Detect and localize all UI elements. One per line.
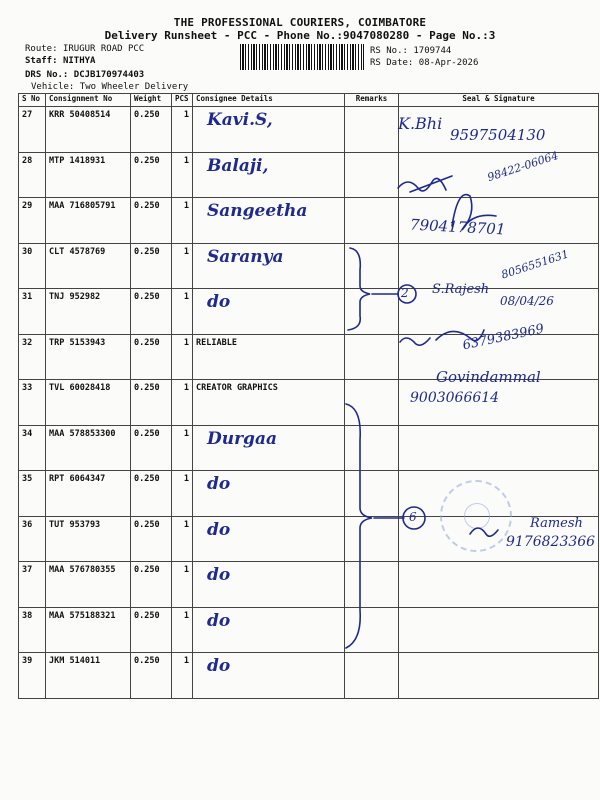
weight-cell: 0.250: [131, 334, 172, 380]
col-remarks: Remarks: [345, 94, 399, 107]
sig36-scribble: [470, 528, 498, 536]
consignment-no-cell: KRR 50408514: [46, 107, 131, 153]
group2-count: 6: [409, 510, 417, 524]
weight-cell: 0.250: [131, 198, 172, 244]
consignment-no-cell: CLT 4578769: [46, 243, 131, 289]
sno-cell: 28: [19, 152, 46, 198]
col-pcs: PCS: [172, 94, 193, 107]
consignee-cell: do: [193, 562, 345, 608]
sig28-phone: 98422-06064: [485, 148, 560, 185]
sno-cell: 35: [19, 471, 46, 517]
pcs-cell: 1: [172, 607, 193, 653]
weight-cell: 0.250: [131, 243, 172, 289]
sno-cell: 36: [19, 516, 46, 562]
sno-cell: 32: [19, 334, 46, 380]
sig31-name: S.Rajesh: [432, 282, 490, 297]
vehicle-label: Vehicle:: [31, 82, 75, 92]
group1-count: 2: [401, 286, 409, 300]
bracket-group2: [346, 404, 372, 648]
sig33-name: Govindammal: [436, 368, 541, 386]
sig29-phone: 7904178701: [409, 215, 506, 239]
consignee-cell: do: [193, 607, 345, 653]
consignee-cell: RELIABLE: [193, 334, 345, 380]
sig28-scribble: [398, 176, 452, 192]
col-seal-signature: Seal & Signature: [399, 94, 599, 107]
pcs-cell: 1: [172, 516, 193, 562]
consignment-no-cell: RPT 6064347: [46, 471, 131, 517]
weight-cell: 0.250: [131, 289, 172, 335]
runsheet-subtitle: Delivery Runsheet - PCC - Phone No.:9047080280 - Page No.:3: [104, 29, 496, 42]
sig32-phone: 6379383969: [461, 321, 546, 354]
company-title: THE PROFESSIONAL COURIERS, COIMBATORE: [173, 16, 427, 29]
consignee-cell: CREATOR GRAPHICS: [193, 380, 345, 426]
sno-cell: 39: [19, 653, 46, 699]
sno-cell: 38: [19, 607, 46, 653]
consignment-no-cell: TVL 60028418: [46, 380, 131, 426]
consignment-no-cell: MAA 578853300: [46, 425, 131, 471]
sig33-phone: 9003066614: [410, 390, 500, 406]
sig27-phone: 9597504130: [450, 126, 546, 144]
consignment-no-cell: MAA 576780355: [46, 562, 131, 608]
consignee-cell: Saranya: [193, 243, 345, 289]
consignee-cell: Kavi.S,: [193, 107, 345, 153]
weight-cell: 0.250: [131, 152, 172, 198]
sig36-phone: 9176823366: [506, 534, 596, 550]
staff-label: Staff:: [25, 56, 58, 66]
pcs-cell: 1: [172, 243, 193, 289]
rs-date-value: 08-Apr-2026: [418, 58, 479, 68]
drs-label: DRS No.:: [25, 70, 69, 80]
weight-cell: 0.250: [131, 380, 172, 426]
sno-cell: 29: [19, 198, 46, 244]
consignment-no-cell: MAA 716805791: [46, 198, 131, 244]
consignee-cell: Balaji,: [193, 152, 345, 198]
sno-cell: 37: [19, 562, 46, 608]
sig36-name: Ramesh: [530, 516, 583, 531]
pcs-cell: 1: [172, 425, 193, 471]
sno-cell: 27: [19, 107, 46, 153]
sig31-phone: 8056551631: [499, 247, 571, 282]
vehicle-value: Two Wheeler Delivery: [79, 82, 189, 92]
weight-cell: 0.250: [131, 516, 172, 562]
consignment-no-cell: TUT 953793: [46, 516, 131, 562]
drs-value: DCJB170974403: [73, 70, 145, 80]
col-consignment: Consignment No: [46, 94, 131, 107]
bracket-group1: [348, 248, 370, 330]
consignment-no-cell: TRP 5153943: [46, 334, 131, 380]
route-label: Route:: [25, 44, 58, 54]
pcs-cell: 1: [172, 289, 193, 335]
weight-cell: 0.250: [131, 653, 172, 699]
staff-value: NITHYA: [62, 56, 96, 66]
sno-cell: 33: [19, 380, 46, 426]
sig27-name: K.Bhi: [398, 114, 443, 133]
rs-date-label: RS Date:: [370, 58, 414, 68]
sig31-date: 08/04/26: [500, 294, 554, 308]
weight-cell: 0.250: [131, 425, 172, 471]
pcs-cell: 1: [172, 562, 193, 608]
weight-cell: 0.250: [131, 471, 172, 517]
rs-no-label: RS No.:: [370, 46, 408, 56]
consignment-no-cell: MAA 575188321: [46, 607, 131, 653]
consignment-no-cell: JKM 514011: [46, 653, 131, 699]
pcs-cell: 1: [172, 471, 193, 517]
consignee-cell: do: [193, 516, 345, 562]
consignee-cell: do: [193, 471, 345, 517]
pcs-cell: 1: [172, 198, 193, 244]
consignment-no-cell: TNJ 952982: [46, 289, 131, 335]
rs-no-value: 1709744: [413, 46, 452, 56]
consignee-cell: Sangeetha: [193, 198, 345, 244]
pcs-cell: 1: [172, 152, 193, 198]
route-value: IRUGUR ROAD PCC: [62, 44, 145, 54]
pcs-cell: 1: [172, 653, 193, 699]
weight-cell: 0.250: [131, 607, 172, 653]
sno-cell: 30: [19, 243, 46, 289]
sno-cell: 34: [19, 425, 46, 471]
consignee-cell: do: [193, 289, 345, 335]
pcs-cell: 1: [172, 334, 193, 380]
consignment-no-cell: MTP 1418931: [46, 152, 131, 198]
col-sno: S No: [19, 94, 46, 107]
weight-cell: 0.250: [131, 107, 172, 153]
consignee-cell: Durgaa: [193, 425, 345, 471]
pcs-cell: 1: [172, 107, 193, 153]
consignee-cell: do: [193, 653, 345, 699]
weight-cell: 0.250: [131, 562, 172, 608]
pcs-cell: 1: [172, 380, 193, 426]
col-consignee: Consignee Details: [193, 94, 345, 107]
sno-cell: 31: [19, 289, 46, 335]
col-weight: Weight: [131, 94, 172, 107]
